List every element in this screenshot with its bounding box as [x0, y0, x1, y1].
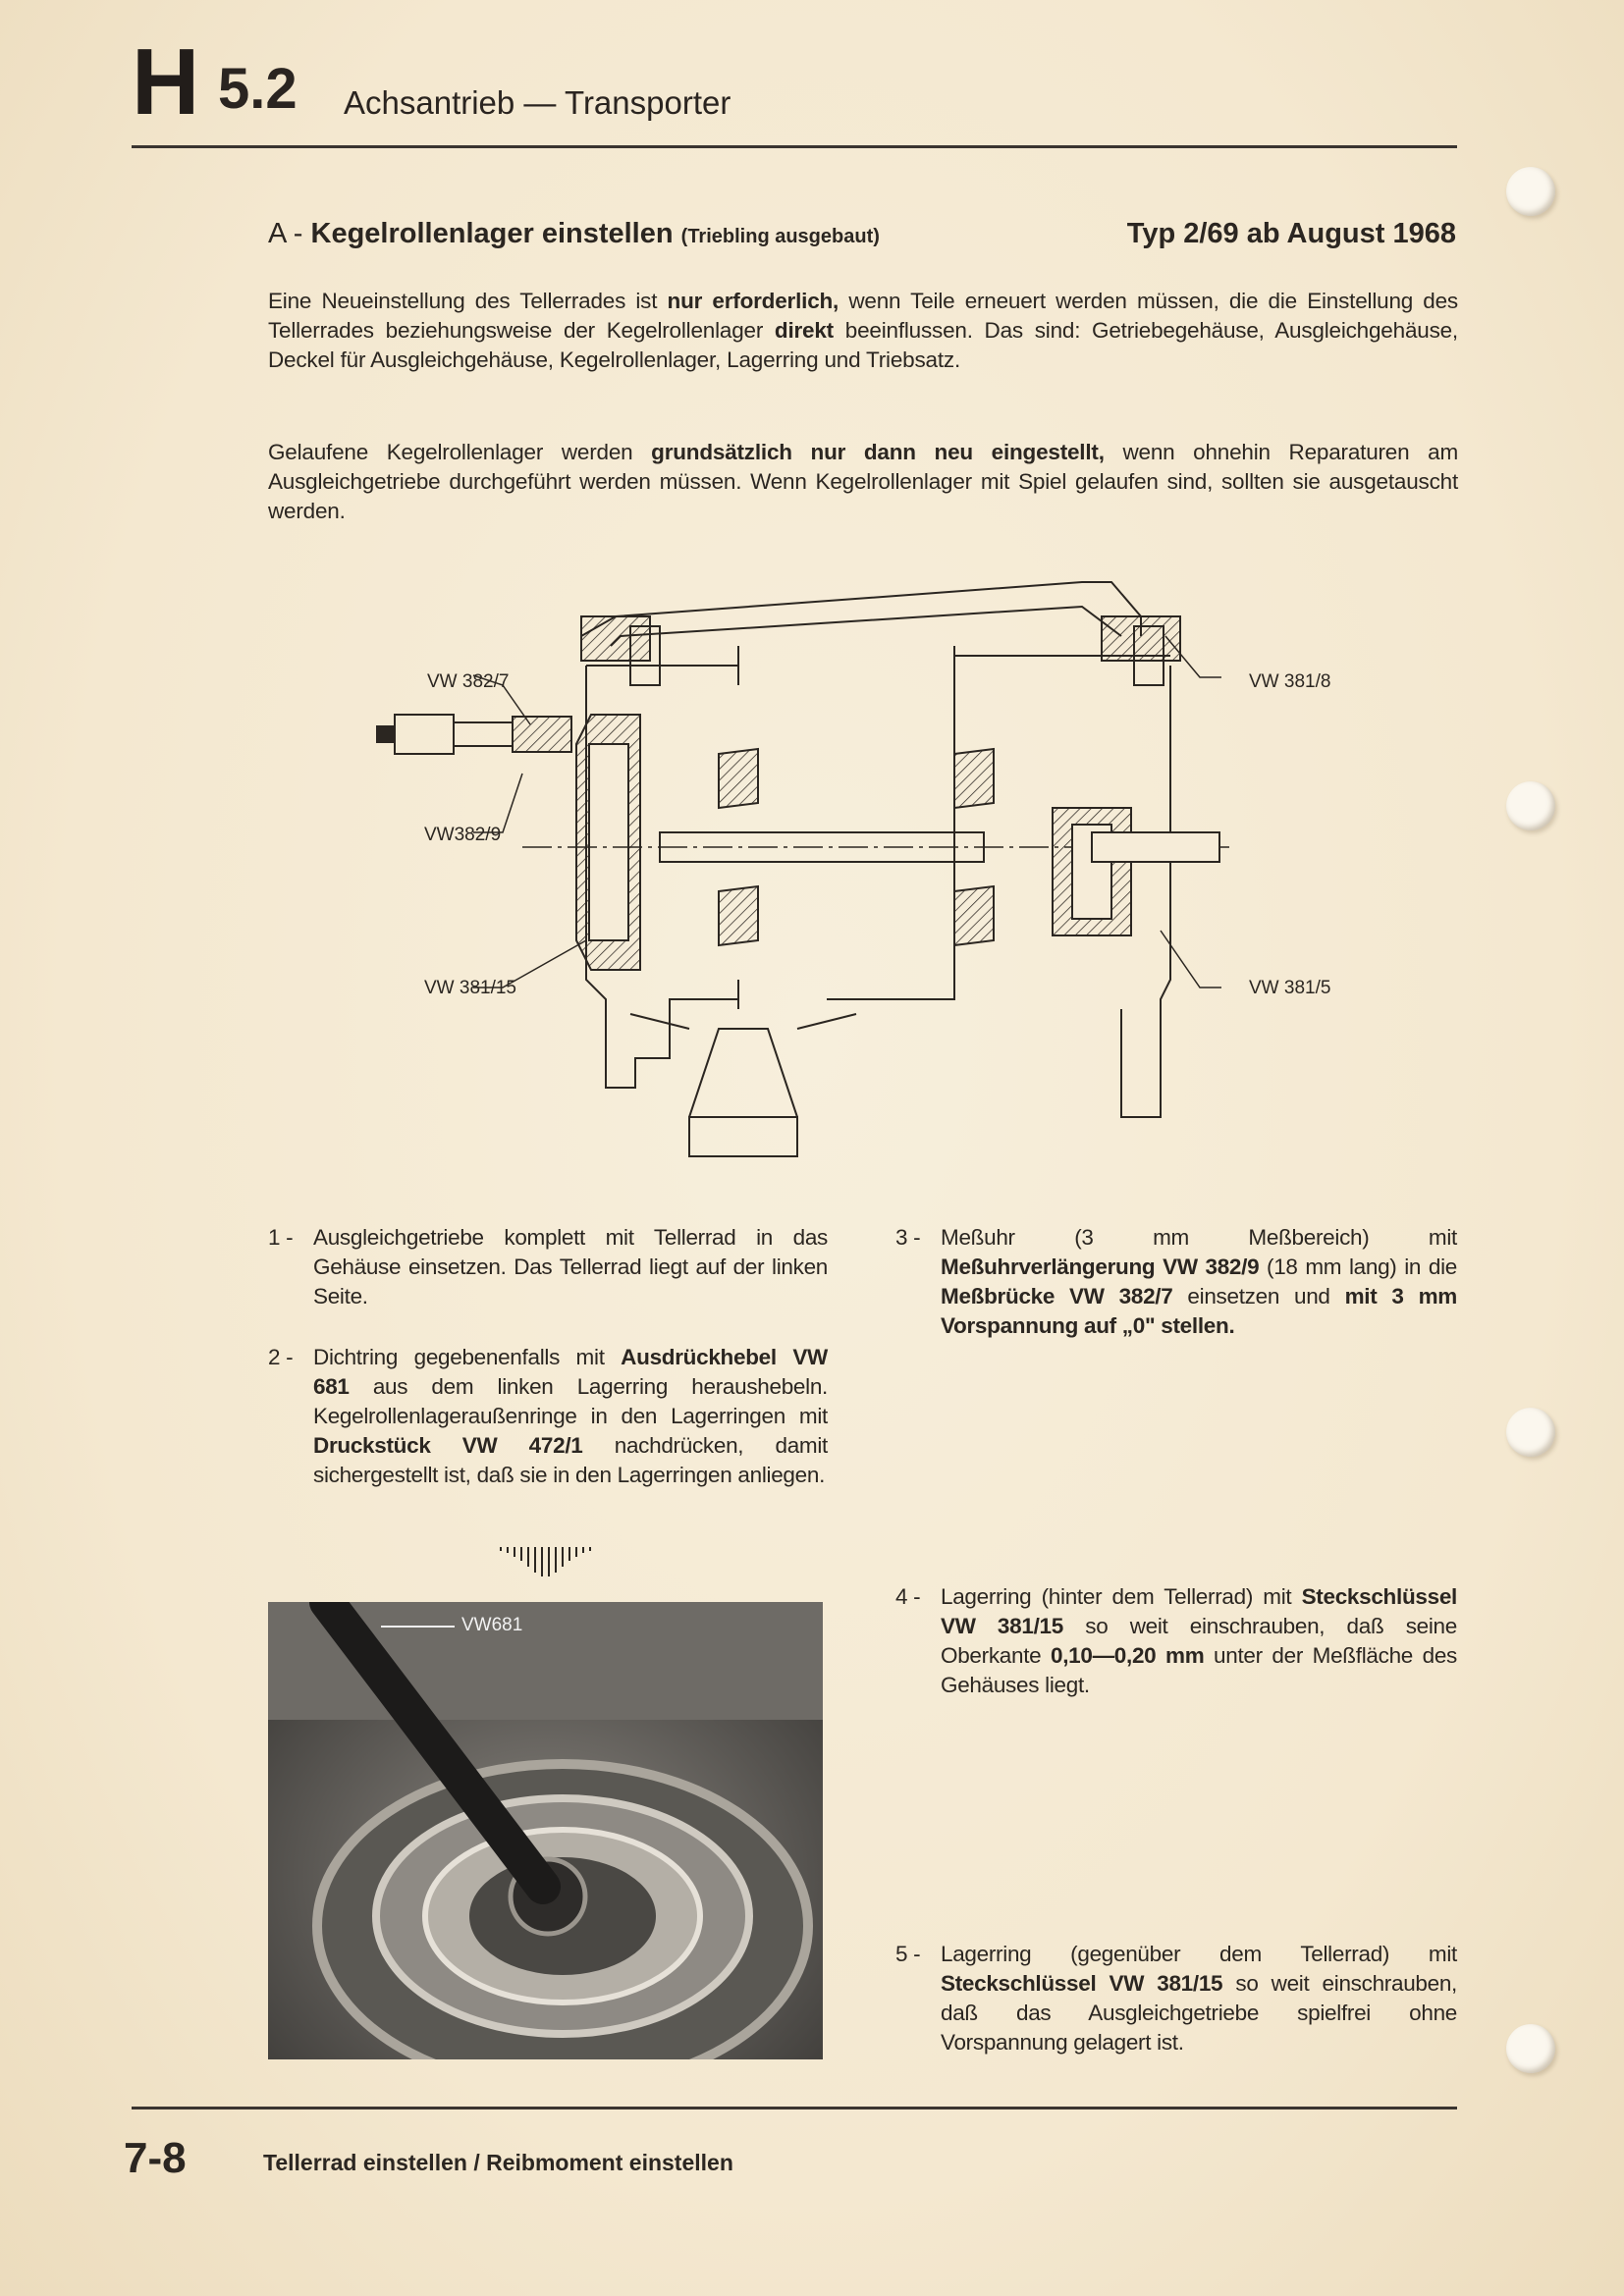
emphasis-text: Steckschlüssel VW 381/15 [941, 1584, 1457, 1638]
step-text [313, 1223, 828, 1311]
text-segment: aus dem linken Lagerring heraushebeln. Kegelrollenlageraußenringe in den Lagerringen mit [313, 1374, 828, 1428]
section-heading [268, 218, 1456, 250]
emphasis-text: Meßuhrverlängerung VW 382/9 [941, 1255, 1260, 1279]
label-vw382-7: VW 382/7 [427, 671, 510, 692]
section-prefix: A - [268, 218, 311, 249]
step-number: 4 - [895, 1584, 921, 1609]
bearing-adjustment-diagram [365, 567, 1347, 1168]
label-vw381-8: VW 381/8 [1249, 671, 1331, 692]
photo-lever-vw681 [268, 1602, 823, 2059]
bearing-right-top [954, 749, 994, 808]
page-title: Achsantrieb — Transporter [344, 84, 731, 121]
step-text [941, 1940, 1457, 2057]
emphasis-text: grundsätzlich nur dann neu eingestellt, [651, 440, 1105, 464]
text-segment: Eine Neueinstellung des Tellerrades ist [268, 289, 668, 313]
text-segment: Gelaufene Kegelrollenlager werden [268, 440, 652, 464]
emphasis-text: nur erforderlich, [667, 289, 839, 313]
section-number: 5.2 [218, 57, 298, 121]
header-rule [132, 145, 1457, 148]
step-1 [268, 1223, 828, 1311]
bridge-foot-left [581, 616, 650, 661]
bearing-left-top [719, 749, 758, 808]
text-segment: Ausgleichgetriebe komplett mit Tellerrad in das Gehäuse einsetzen. Das Tellerrad liegt auf der linken Seite. [313, 1225, 828, 1308]
page-number: 7-8 [124, 2134, 187, 2182]
label-vw381-5: VW 381/5 [1249, 978, 1331, 998]
step-3 [895, 1223, 1457, 1341]
step-text [941, 1582, 1457, 1700]
emphasis-text: Druckstück VW 472/1 [313, 1433, 583, 1458]
step-2 [268, 1343, 828, 1490]
intro-paragraph [268, 438, 1458, 526]
section-heading-left [268, 218, 880, 250]
bearing-right-bottom [954, 886, 994, 945]
text-segment: wenn Teile erneuert werden müssen, die die Einstellung des Tellerrades beziehungsweise der Kegelrollenlager [268, 289, 1458, 343]
text-segment: beeinflussen. Das sind: Getriebegehäuse, Ausgleichgehäuse, Deckel für Ausgleichgehäuse, Kegelrollenlager, Lagerring und Triebsatz. [268, 318, 1458, 372]
section-subtitle: (Triebling ausgebaut) [680, 226, 880, 247]
label-vw381-15: VW 381/15 [424, 978, 516, 998]
emphasis-text: 0,10—0,20 mm [1050, 1643, 1205, 1668]
emphasis-text: Meßbrücke VW 382/7 [941, 1284, 1173, 1308]
step-4 [895, 1582, 1457, 1700]
emphasis-text: Steckschlüssel VW 381/15 [941, 1971, 1223, 1996]
text-segment: Lagerring (gegenüber dem Tellerrad) mit [941, 1942, 1457, 1966]
punch-hole [1506, 2024, 1555, 2073]
bearing-left-bottom [719, 886, 758, 945]
text-segment: wenn ohnehin Reparaturen am Ausgleichgetriebe durchgeführt werden müssen. Wenn Kegelrollenlager mit Spiel gelaufen sind, sollten sie ausgetauscht werden. [268, 440, 1458, 523]
text-segment: unter der Meßfläche des Gehäuses liegt. [941, 1643, 1457, 1697]
text-segment: Lagerring (hinter dem Tellerrad) mit [941, 1584, 1302, 1609]
text-segment: einsetzen und [1172, 1284, 1345, 1308]
label-vw382-9: VW382/9 [424, 825, 502, 845]
step-number: 5 - [895, 1942, 921, 1966]
down-arrow-icon [496, 1545, 594, 1584]
footer-title: Tellerrad einstellen / Reibmoment einstellen [263, 2150, 733, 2175]
text-segment: so weit einschrauben, daß seine Oberkante [941, 1614, 1457, 1668]
dial-gauge [395, 715, 454, 754]
punch-hole [1506, 781, 1555, 830]
text-segment: (18 mm lang) in die [1259, 1255, 1457, 1279]
section-title: Kegelrollenlager einstellen [310, 218, 674, 249]
emphasis-text: direkt [774, 318, 834, 343]
step-text [941, 1223, 1457, 1341]
step-text [313, 1343, 828, 1490]
text-segment: so weit einschrauben, daß das Ausgleichgetriebe spielfrei ohne Vorspannung gelagert ist. [941, 1971, 1457, 2055]
emphasis-text: Ausdrückhebel VW 681 [313, 1345, 828, 1399]
gauge-stem [454, 722, 513, 746]
pinion [689, 1029, 797, 1117]
text-segment: nachdrücken, damit sichergestellt ist, daß sie in den Lagerringen anliegen. [313, 1433, 828, 1487]
step-number: 3 - [895, 1225, 921, 1250]
step-number: 2 - [268, 1345, 294, 1369]
step-5 [895, 1940, 1457, 2057]
punch-hole [1506, 167, 1555, 216]
text-segment: Dichtring gegebenenfalls mit [313, 1345, 622, 1369]
intro-paragraph [268, 287, 1458, 375]
photo-label-vw681: VW681 [461, 1615, 523, 1635]
footer-rule [132, 2107, 1457, 2109]
model-type: Typ 2/69 ab August 1968 [1126, 218, 1456, 249]
text-segment: Meßuhr (3 mm Meßbereich) mit [941, 1225, 1457, 1250]
section-letter: H [132, 29, 198, 134]
wrench-shaft [1092, 832, 1219, 862]
emphasis-text: mit 3 mm Vorspannung auf „0" stellen. [941, 1284, 1457, 1338]
punch-hole [1506, 1408, 1555, 1457]
step-number: 1 - [268, 1225, 294, 1250]
